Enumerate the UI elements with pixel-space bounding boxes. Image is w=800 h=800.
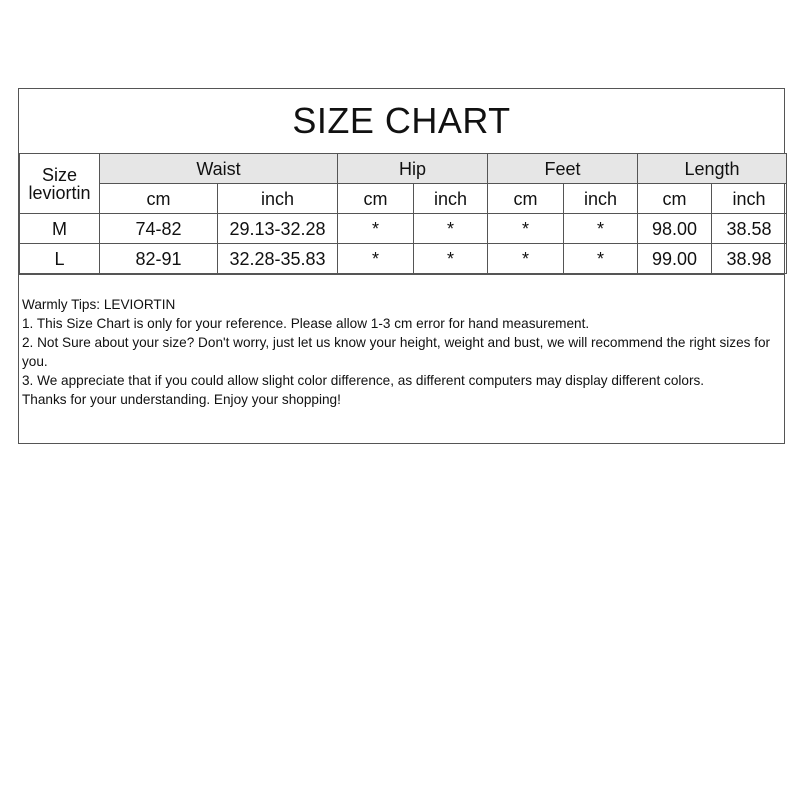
waist-cm-cell: 82-91 [100,244,218,274]
size-table [19,153,787,274]
length-cm-cell: 98.00 [638,214,712,244]
tip-3: 3. We appreciate that if you could allow slight color difference, as different computers may display different colors. [22,373,705,388]
tips-closing: Thanks for your understanding. Enjoy your shopping! [22,392,341,407]
feet-cm-cell: * [488,244,564,274]
hip-cm-cell: * [338,244,414,274]
tip-1: 1. This Size Chart is only for your reference. Please allow 1-3 cm error for hand measurement. [22,316,590,331]
unit-length-cm: cm [638,184,712,214]
unit-hip-inch: inch [414,184,488,214]
group-hip: Hip [338,154,488,184]
tip-2: 2. Not Sure about your size? Don't worry, just let us know your height, weight and bust, we will recommend the right sizes for you. [22,335,771,369]
feet-inch-cell: * [564,244,638,274]
length-inch-cell: 38.98 [712,244,787,274]
unit-waist-cm: cm [100,184,218,214]
hip-inch-cell: * [414,214,488,244]
unit-length-inch: inch [712,184,787,214]
group-waist: Waist [100,154,338,184]
table-row [20,214,787,244]
length-cm-cell: 99.00 [638,244,712,274]
waist-inch-cell: 29.13-32.28 [218,214,338,244]
hip-cm-cell: * [338,214,414,244]
group-feet: Feet [488,154,638,184]
feet-inch-cell: * [564,214,638,244]
unit-hip-cm: cm [338,184,414,214]
hip-inch-cell: * [414,244,488,274]
table-row [20,244,787,274]
chart-title: SIZE CHART [292,100,511,141]
size-chart-sheet [18,88,785,444]
size-header-cell [20,154,100,214]
length-inch-cell: 38.58 [712,214,787,244]
waist-inch-cell: 32.28-35.83 [218,244,338,274]
unit-feet-cm: cm [488,184,564,214]
tips-heading: Warmly Tips: LEVIORTIN [22,297,176,312]
unit-waist-inch: inch [218,184,338,214]
group-length: Length [638,154,787,184]
group-header-row [20,154,787,184]
size-cell: L [20,244,100,274]
waist-cm-cell: 74-82 [100,214,218,244]
tips-section [19,274,784,409]
size-cell: M [20,214,100,244]
unit-header-row [20,184,787,214]
unit-feet-inch: inch [564,184,638,214]
size-header-line-2: leviortin [28,182,91,203]
feet-cm-cell: * [488,214,564,244]
size-header-line-1: Size [41,164,77,185]
